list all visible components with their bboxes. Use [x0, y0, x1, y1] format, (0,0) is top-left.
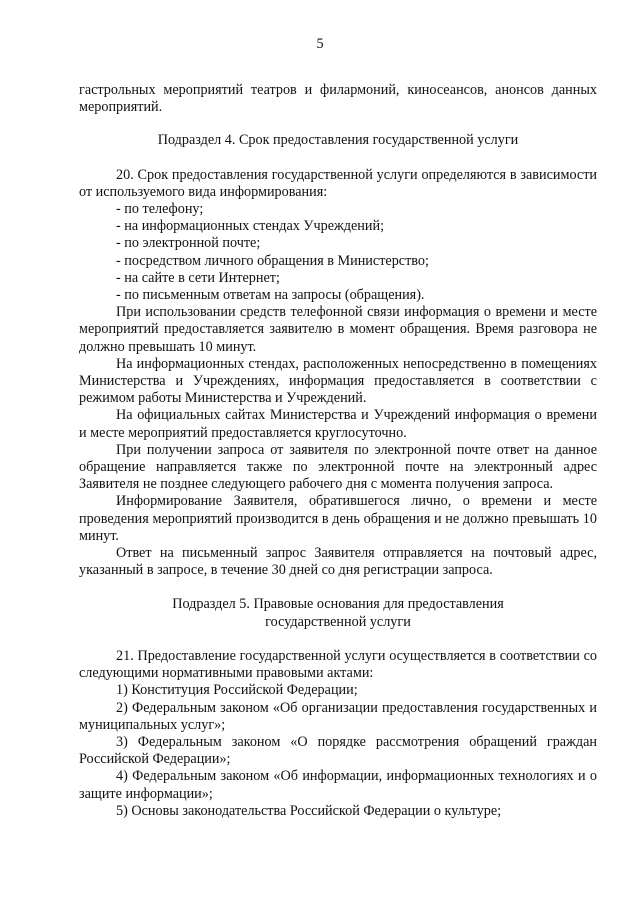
- list-item: - посредством личного обращения в Министерство;: [116, 252, 429, 269]
- stands-paragraph: На информационных стендах, расположенных непосредственно в помещениях Министерства и Учреждениях, информация предоставляется в соответствии с режимом работы Министерства и Учреждений.: [79, 355, 597, 407]
- list-item: 2) Федеральным законом «Об организации предоставления государственных и муниципальных услуг»;: [79, 699, 597, 733]
- subsection-5-title-line2: государственной услуги: [265, 613, 411, 630]
- subsection-4-title: Подраздел 4. Срок предоставления государственной услуги: [157, 132, 519, 149]
- list-item: - по письменным ответам на запросы (обращения).: [116, 287, 425, 304]
- paragraph-20: 20. Срок предоставления государственной услуги определяются в зависимости от используемого вида информирования:: [79, 166, 597, 200]
- list-item: 5) Основы законодательства Российской Федерации о культуре;: [116, 802, 502, 819]
- legal-acts-list: [79, 682, 597, 820]
- list-item: - по электронной почте;: [116, 235, 261, 252]
- list-item: 1) Конституция Российской Федерации;: [116, 682, 358, 699]
- list-item: - по телефону;: [116, 201, 204, 218]
- page-number: 5: [316, 36, 324, 52]
- subsection-5-title-line1: Подраздел 5. Правовые основания для предоставления: [172, 596, 504, 613]
- information-methods-list: [79, 201, 597, 304]
- email-paragraph: При получении запроса от заявителя по электронной почте ответ на данное обращение направляется также по электронной почте на электронный адрес Заявителя не позднее следующего рабочего дня с момента получения запроса.: [79, 441, 597, 493]
- list-item: 3) Федеральным законом «О порядке рассмотрения обращений граждан Российской Федерации»;: [79, 733, 597, 768]
- personal-paragraph: Информирование Заявителя, обратившегося лично, о времени и месте проведения мероприятий производится в день обращения и не должно превышать 10 минут.: [79, 493, 597, 544]
- intro-paragraph: гастрольных мероприятий театров и филармоний, киносеансов, анонсов данных мероприятий.: [79, 82, 597, 116]
- written-paragraph: Ответ на письменный запрос Заявителя отправляется на почтовый адрес, указанный в запросе, в течение 30 дней со дня регистрации запроса.: [79, 545, 597, 579]
- paragraph-21: 21. Предоставление государственной услуги осуществляется в соответствии со следующими нормативными правовыми актами:: [79, 647, 597, 682]
- sites-paragraph: На официальных сайтах Министерства и Учреждений информация о времени и месте мероприятий предоставляется круглосуточно.: [79, 407, 597, 441]
- list-item: - на сайте в сети Интернет;: [116, 269, 280, 286]
- phone-paragraph: При использовании средств телефонной связи информация о времени и месте мероприятий предоставляется заявителю в момент обращения. Время разговора не должно превышать 10 минут.: [79, 304, 597, 355]
- page-content: [79, 82, 597, 820]
- list-item: - на информационных стендах Учреждений;: [116, 218, 385, 235]
- list-item: 4) Федеральным законом «Об информации, информационных технологиях и о защите информации»;: [79, 768, 597, 802]
